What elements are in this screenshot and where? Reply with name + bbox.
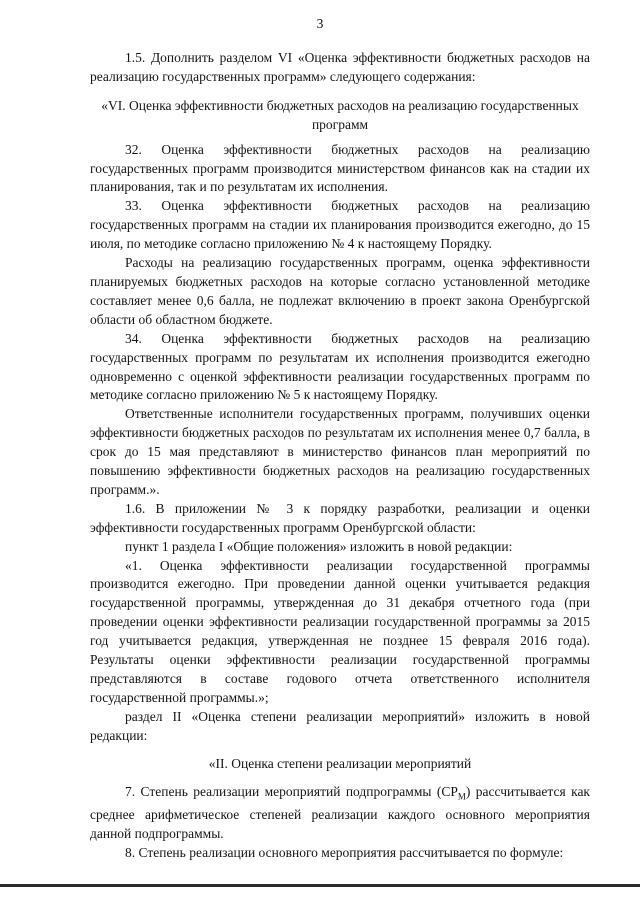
- paragraph-32: 32. Оценка эффективности бюджетных расходов на реализацию государственных программ производится министерством финансов как на стадии их планирования, так и по результатам их исполнения.: [90, 141, 590, 195]
- page-number: 3: [316, 16, 324, 31]
- bottom-rule: [0, 884, 640, 887]
- paragraph-34: 34. Оценка эффективности бюджетных расходов на реализацию государственных программ по результатам их исполнения производится ежегодно одновременно с оценкой эффективности реализации государственных программ по методике согласно приложению № 5 к настоящему Порядку.: [90, 330, 590, 403]
- paragraph-7: [90, 783, 590, 844]
- section-heading-vi: «VI. Оценка эффективности бюджетных расходов на реализацию государственных программ: [101, 97, 579, 132]
- paragraph-7-text-end: ) рассчитывается как среднее арифметическое степеней реализации каждого основного мероприятия данной подпрограммы.: [90, 783, 590, 842]
- paragraph-item-1: пункт 1 раздела I «Общие положения» изложить в новой редакции:: [125, 538, 513, 554]
- paragraph-quote-1: «1. Оценка эффективности реализации государственной программы производится ежегодно. При проведении данной оценки учитывается редакция государственной программы, утвержденная до 31 декабря отчетного года (при проведении оценки эффективности реализации государственной программы за 2015 год учитывается редакция, утвержденная не позднее 15 февраля 2016 года). Результаты оценки эффективности реализации государственной программы представляются в составе годового отчета ответственного исполнителя государственной программы.»;: [90, 557, 590, 705]
- paragraph-1-6: 1.6. В приложении № 3 к порядку разработки, реализации и оценки эффективности государственных программ Оренбургской области:: [90, 500, 590, 535]
- section-heading-ii: «II. Оценка степени реализации мероприятий: [208, 755, 472, 771]
- paragraph-section-ii: раздел II «Оценка степени реализации мероприятий» изложить в новой редакции:: [90, 708, 590, 743]
- subscript-m: М: [457, 791, 466, 802]
- paragraph-1-5: 1.5. Дополнить разделом VI «Оценка эффективности бюджетных расходов на реализацию государственных программ» следующего содержания:: [90, 50, 590, 84]
- paragraph-33: 33. Оценка эффективности бюджетных расходов на реализацию государственных программ на стадии их планирования производится ежегодно, до 15 июля, по методике согласно приложению № 4 к настоящему Порядку.: [90, 198, 590, 252]
- paragraph-8: 8. Степень реализации основного мероприятия рассчитывается по формуле:: [125, 844, 564, 860]
- paragraph-7-text-start: 7. Степень реализации мероприятий подпрограммы (СР: [125, 783, 458, 799]
- document-body: [90, 49, 590, 863]
- paragraph-responsible: Ответственные исполнители государственных программ, получивших оценки эффективности бюджетных расходов по результатам их исполнения менее 0,7 балла, в срок до 15 мая представляют в министерство финансов план мероприятий по повышению эффективности бюджетных расходов на реализацию государственных программ.».: [90, 406, 590, 497]
- paragraph-expenses: Расходы на реализацию государственных программ, оценка эффективности планируемых бюджетных расходов на которые согласно установленной методике составляет менее 0,6 балла, не подлежат включению в проект закона Оренбургской области об областном бюджете.: [90, 255, 590, 327]
